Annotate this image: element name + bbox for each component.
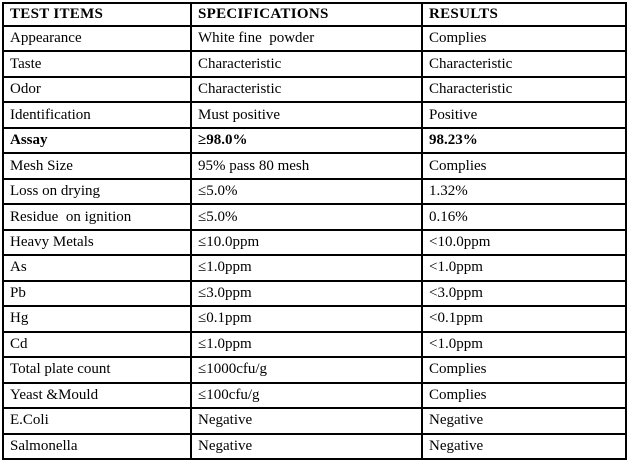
test-item-cell: Total plate count <box>3 357 191 382</box>
table-row <box>3 332 626 357</box>
table-row <box>3 230 626 255</box>
table-row <box>3 128 626 153</box>
test-item-cell: Taste <box>3 51 191 76</box>
test-item-cell: Cd <box>3 332 191 357</box>
table-row <box>3 383 626 408</box>
table-row <box>3 51 626 76</box>
specification-cell: White fine powder <box>191 26 422 51</box>
test-item-cell: Odor <box>3 77 191 102</box>
result-cell: Complies <box>422 357 626 382</box>
specification-cell: Characteristic <box>191 77 422 102</box>
result-cell: <10.0ppm <box>422 230 626 255</box>
test-item-cell: Appearance <box>3 26 191 51</box>
test-item-cell: Hg <box>3 306 191 331</box>
result-cell: <1.0ppm <box>422 332 626 357</box>
table-row <box>3 204 626 229</box>
table-row <box>3 357 626 382</box>
result-cell: Complies <box>422 153 626 178</box>
specification-cell: ≤3.0ppm <box>191 281 422 306</box>
specification-cell: ≤5.0% <box>191 179 422 204</box>
test-item-cell: Salmonella <box>3 434 191 460</box>
table-row <box>3 408 626 433</box>
test-item-cell: Loss on drying <box>3 179 191 204</box>
header-row <box>3 3 626 26</box>
result-cell: Negative <box>422 434 626 460</box>
specification-cell: ≤1.0ppm <box>191 332 422 357</box>
table-row <box>3 306 626 331</box>
specification-cell: ≥98.0% <box>191 128 422 153</box>
result-cell: <1.0ppm <box>422 255 626 280</box>
specification-cell: ≤100cfu/g <box>191 383 422 408</box>
test-item-cell: Residue on ignition <box>3 204 191 229</box>
col-header-test-items: TEST ITEMS <box>3 3 191 26</box>
col-header-specifications: SPECIFICATIONS <box>191 3 422 26</box>
result-cell: Positive <box>422 102 626 127</box>
table-row <box>3 26 626 51</box>
result-cell: Characteristic <box>422 51 626 76</box>
test-item-cell: Mesh Size <box>3 153 191 178</box>
table-row <box>3 434 626 460</box>
coa-specifications-table <box>2 2 627 460</box>
result-cell: <3.0ppm <box>422 281 626 306</box>
specification-cell: ≤10.0ppm <box>191 230 422 255</box>
table-row <box>3 281 626 306</box>
test-item-cell: Assay <box>3 128 191 153</box>
result-cell: <0.1ppm <box>422 306 626 331</box>
table-row <box>3 77 626 102</box>
specification-cell: Characteristic <box>191 51 422 76</box>
specification-cell: Must positive <box>191 102 422 127</box>
table-row <box>3 179 626 204</box>
test-item-cell: Identification <box>3 102 191 127</box>
test-item-cell: As <box>3 255 191 280</box>
specification-cell: ≤5.0% <box>191 204 422 229</box>
specification-cell: ≤1000cfu/g <box>191 357 422 382</box>
specification-cell: Negative <box>191 434 422 460</box>
result-cell: Characteristic <box>422 77 626 102</box>
table-row <box>3 102 626 127</box>
specification-cell: ≤0.1ppm <box>191 306 422 331</box>
specification-cell: Negative <box>191 408 422 433</box>
test-item-cell: Pb <box>3 281 191 306</box>
result-cell: 1.32% <box>422 179 626 204</box>
table-row <box>3 255 626 280</box>
test-item-cell: E.Coli <box>3 408 191 433</box>
result-cell: Complies <box>422 26 626 51</box>
col-header-results: RESULTS <box>422 3 626 26</box>
result-cell: 0.16% <box>422 204 626 229</box>
table-body <box>3 26 626 459</box>
specification-cell: ≤1.0ppm <box>191 255 422 280</box>
result-cell: Negative <box>422 408 626 433</box>
test-item-cell: Heavy Metals <box>3 230 191 255</box>
result-cell: Complies <box>422 383 626 408</box>
table-row <box>3 153 626 178</box>
result-cell: 98.23% <box>422 128 626 153</box>
specification-cell: 95% pass 80 mesh <box>191 153 422 178</box>
test-item-cell: Yeast &Mould <box>3 383 191 408</box>
